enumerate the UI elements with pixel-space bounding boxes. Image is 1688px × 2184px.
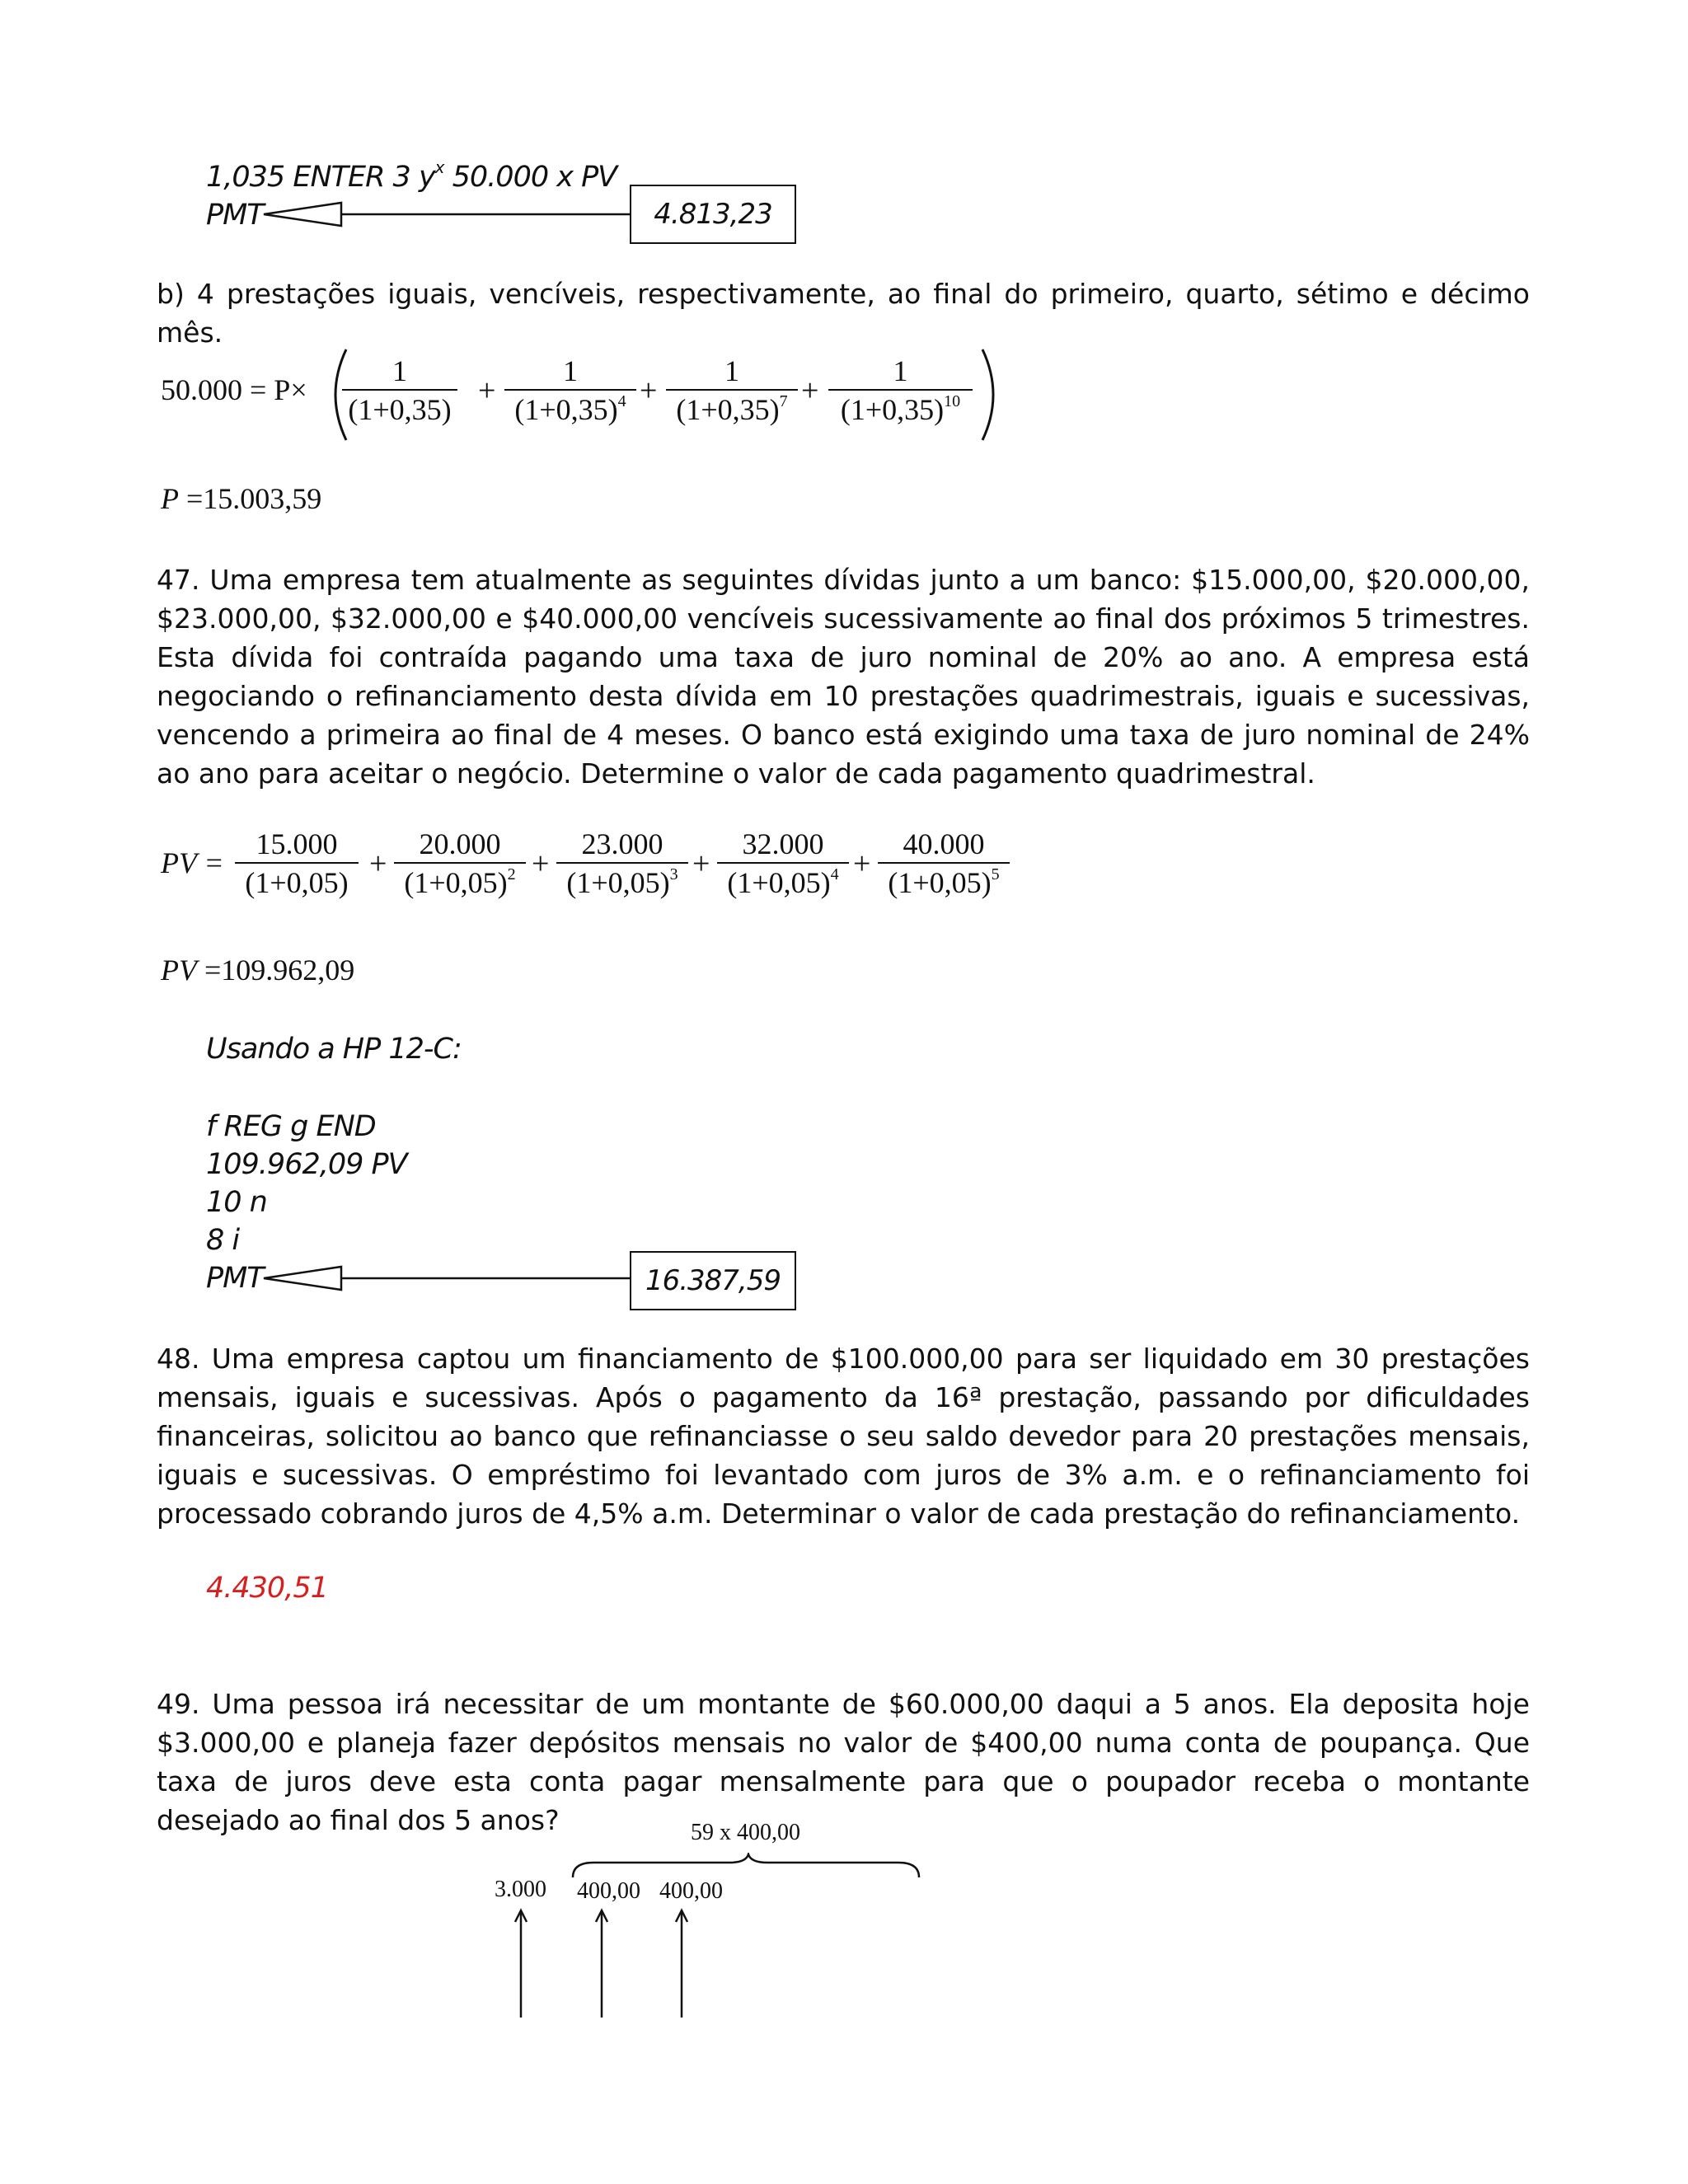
hp-step: 109.962,09 PV bbox=[206, 1148, 407, 1181]
hp-title: Usando a HP 12-C: bbox=[206, 1033, 462, 1066]
flow-label: 400,00 bbox=[577, 1878, 640, 1904]
fraction bbox=[828, 353, 973, 429]
fraction bbox=[717, 826, 849, 902]
hp-calc-line-1 bbox=[206, 158, 617, 196]
fraction bbox=[504, 353, 636, 429]
cash-flow-arrows bbox=[511, 1905, 692, 2021]
denominator: $(1+0,35)^7$ bbox=[676, 392, 788, 426]
plus-sign: + bbox=[801, 373, 819, 408]
plus-sign: + bbox=[640, 373, 658, 408]
question-48-text: 48. Uma empresa captou um financiamento de $100.000,00 para ser liquidado em 30 prestações mensais, iguais e sucessivas. Após o pagamento da 16ª prestação, passando por dificuldades financeiras, solicitou ao banco que refinanciasse o seu saldo devedor para 20 prestações mensais, iguais e sucessivas. O empréstimo foi levantado com juros de 3% a.m. e o refinanciamento foi processado cobrando juros de 4,5% a.m. Determinar o valor de cada prestação do refinanciamento. bbox=[157, 1343, 1530, 1530]
result-value: =109.962,09 bbox=[204, 954, 355, 987]
calc-text: 50.000 x PV bbox=[443, 161, 617, 194]
hp-step: 10 n bbox=[206, 1186, 267, 1219]
calc-text: 1,035 ENTER 3 y bbox=[206, 161, 435, 194]
result-line bbox=[161, 481, 321, 516]
numerator: 20.000 bbox=[419, 827, 501, 860]
variable: P bbox=[161, 482, 179, 515]
numerator: 1 bbox=[392, 354, 407, 387]
numerator: 32.000 bbox=[742, 827, 824, 860]
numerator: 23.000 bbox=[581, 827, 663, 860]
numerator: 1 bbox=[563, 354, 578, 387]
brace-label: 59 x 400,00 bbox=[691, 1820, 800, 1845]
plus-sign: + bbox=[369, 846, 387, 881]
denominator: $(1+0,05)^5$ bbox=[888, 865, 1000, 899]
plus-sign: + bbox=[692, 846, 710, 881]
fraction bbox=[666, 353, 798, 429]
result-line bbox=[161, 953, 354, 987]
part-b-statement: b) 4 prestações iguais, vencíveis, respectivamente, ao final do primeiro, quarto, sétimo e décimo mês. bbox=[157, 278, 1530, 349]
result-box: 4.813,23 bbox=[630, 185, 796, 244]
denominator: (1+0,35) bbox=[348, 393, 452, 426]
hp-step: f REG g END bbox=[206, 1110, 376, 1143]
hp-step: PMT bbox=[206, 1262, 264, 1295]
hp-calc-line-2: PMT bbox=[206, 199, 264, 232]
equation-lhs: PV = bbox=[161, 846, 224, 879]
fraction bbox=[394, 826, 526, 902]
plus-sign: + bbox=[532, 846, 550, 881]
denominator: $(1+0,35)^{10}$ bbox=[840, 392, 961, 426]
denominator: (1+0,05) bbox=[245, 866, 349, 899]
variable: PV bbox=[161, 954, 197, 987]
flow-label: 3.000 bbox=[495, 1877, 546, 1902]
equation-lhs: 50.000 = P× bbox=[161, 373, 307, 406]
hp-step: 8 i bbox=[206, 1224, 240, 1257]
denominator: $(1+0,05)^2$ bbox=[404, 865, 516, 899]
numerator: 40.000 bbox=[903, 827, 985, 860]
flow-label: 400,00 bbox=[659, 1878, 723, 1904]
plus-sign: + bbox=[478, 373, 496, 408]
calc-superscript: x bbox=[434, 157, 444, 177]
fraction bbox=[556, 826, 688, 902]
plus-sign: + bbox=[853, 846, 871, 881]
right-paren bbox=[978, 346, 1007, 443]
answer-value: 4.430,51 bbox=[206, 1572, 328, 1605]
denominator: $(1+0,05)^4$ bbox=[727, 865, 839, 899]
result-value: =15.003,59 bbox=[186, 482, 322, 515]
question-49-text: 49. Uma pessoa irá necessitar de um montante de $60.000,00 daqui a 5 anos. Ela deposita hoje $3.000,00 e planeja fazer depósitos mensais no valor de $400,00 numa conta de poupança. Que taxa de juros deve esta conta pagar mensalmente para que o poupador receba o montante desejado ao final dos 5 anos? bbox=[157, 1688, 1530, 1836]
denominator: $(1+0,35)^4$ bbox=[514, 392, 626, 426]
fraction bbox=[235, 826, 359, 902]
fraction bbox=[342, 353, 457, 429]
question-47-text: 47. Uma empresa tem atualmente as seguintes dívidas junto a um banco: $15.000,00, $20.000,00, $23.000,00, $32.000,00 e $40.000,00 vencíveis sucessivamente ao final dos próximos 5 trimestres. Esta dívida foi contraída pagando uma taxa de juro nominal de 20% ao ano. A empresa está negociando o refinanciamento desta dívida em 10 prestações quadrimestrais, iguais e sucessivas, vencendo a primeira ao final de 4 meses. O banco está exigindo uma taxa de juro nominal de 24% ao ano para aceitar o negócio. Determine o valor de cada pagamento quadrimestral. bbox=[157, 564, 1530, 790]
result-box: 16.387,59 bbox=[630, 1251, 796, 1310]
fraction bbox=[878, 826, 1010, 902]
numerator: 1 bbox=[893, 354, 908, 387]
numerator: 1 bbox=[724, 354, 739, 387]
numerator: 15.000 bbox=[256, 827, 338, 860]
arrow-icon bbox=[262, 201, 633, 231]
denominator: $(1+0,05)^3$ bbox=[566, 865, 678, 899]
arrow-icon bbox=[262, 1265, 633, 1295]
